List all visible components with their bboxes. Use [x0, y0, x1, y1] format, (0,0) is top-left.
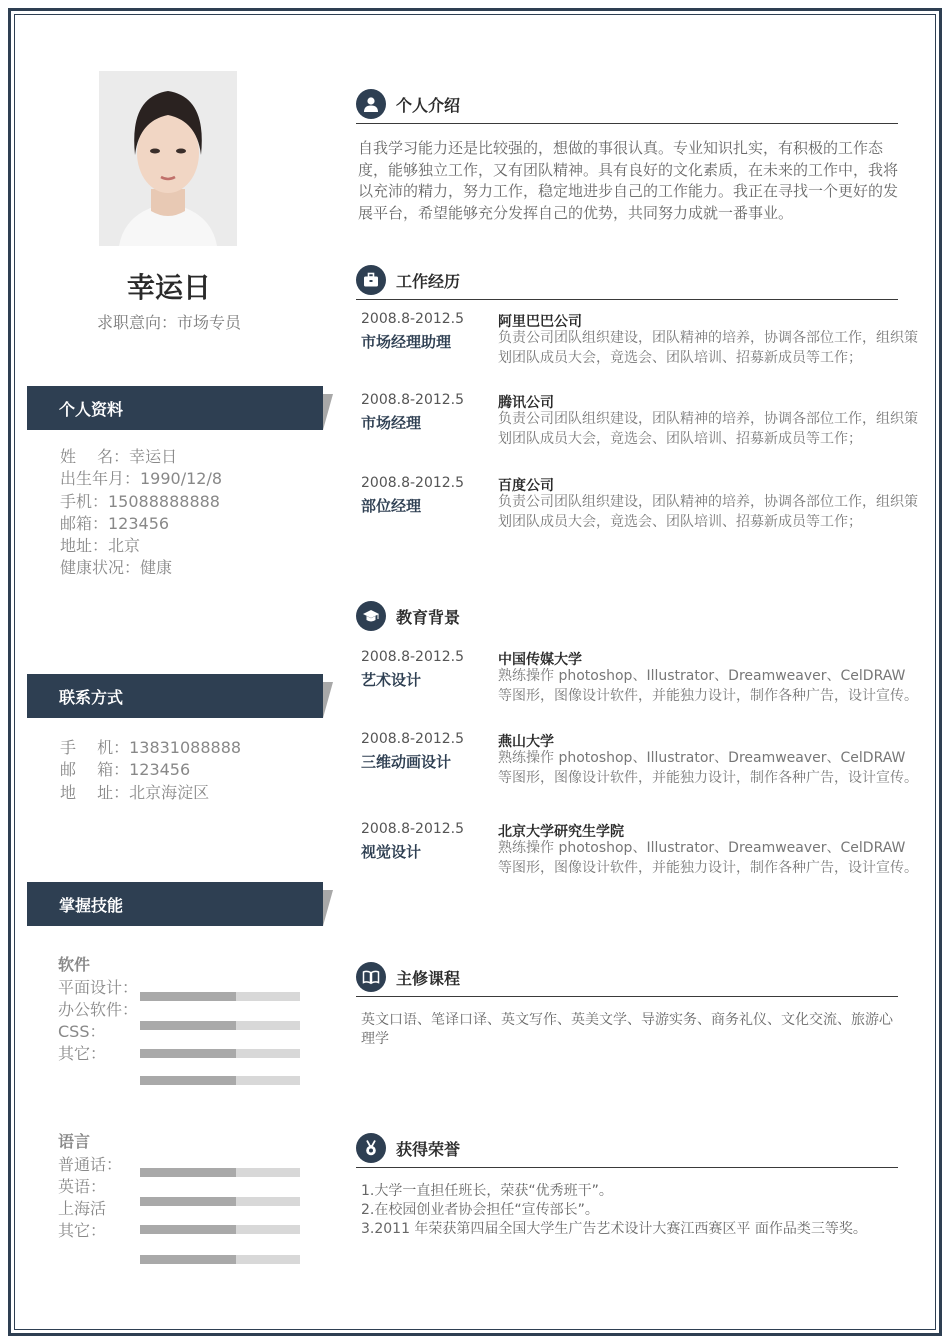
medal-icon [356, 1133, 386, 1163]
section-title-personal: 个人资料 [59, 400, 124, 419]
software-heading: 软件 [58, 955, 91, 974]
job-intent [60, 310, 278, 333]
book-icon [356, 962, 386, 992]
work-date: 2008.8-2012.5 [361, 392, 465, 408]
section-divider [356, 123, 898, 124]
work-date: 2008.8-2012.5 [361, 475, 465, 491]
section-title-contact: 联系方式 [59, 688, 124, 707]
briefcase-icon [356, 265, 386, 295]
section-title-honors: 获得荣誉 [396, 1140, 461, 1159]
language-level-bar [140, 1225, 300, 1234]
section-bar-contact [27, 674, 323, 718]
education-major: 三维动画设计 [361, 753, 452, 771]
software-label: 其它： [58, 1044, 107, 1063]
work-company: 百度公司 [498, 478, 554, 494]
honor-item: 1.大学一直担任班长，荣获“优秀班干”。 [361, 1183, 613, 1199]
profile-photo [99, 71, 237, 246]
education-school: 北京大学研究生学院 [498, 824, 624, 840]
education-major: 视觉设计 [361, 843, 422, 861]
personal-info-name: 姓 名：幸运日 [60, 447, 178, 466]
job-intent-label: 求职意向： [96, 313, 177, 332]
work-description: 负责公司团队组织建设，团队精神的培养，协调各部位工作，组织策划团队成员大会，竟选会、团队培训、招募新成员等工作； [498, 411, 918, 447]
contact-address: 地 址：北京海淀区 [60, 782, 210, 802]
education-date: 2008.8-2012.5 [361, 649, 465, 665]
skill-level-bar [140, 992, 300, 1001]
personal-info-birth: 出生年月：1990/12/8 [60, 469, 223, 489]
language-level-fill [140, 1255, 236, 1264]
contact-email: 邮 箱：123456 [60, 760, 191, 780]
work-role: 市场经理助理 [361, 333, 452, 351]
person-icon [356, 89, 386, 119]
section-header-education [356, 601, 898, 637]
skill-level-fill [140, 1076, 236, 1085]
section-title-skills: 掌握技能 [59, 896, 124, 915]
section-header-work [356, 265, 898, 301]
section-bar-personal [27, 386, 323, 430]
skill-level-bar [140, 1049, 300, 1058]
personal-info-address: 地址：北京 [60, 536, 141, 556]
software-label: 办公软件： [58, 1000, 139, 1019]
contact-info-list [60, 737, 241, 804]
section-header-intro [356, 89, 898, 125]
section-divider [356, 1167, 898, 1168]
work-company: 阿里巴巴公司 [498, 314, 582, 330]
graduation-cap-icon [356, 601, 386, 631]
job-intent-value: 市场专员 [177, 313, 242, 332]
section-title-courses: 主修课程 [396, 969, 461, 988]
honors-list [361, 1182, 906, 1239]
language-level-bar [140, 1168, 300, 1177]
courses-text: 英文口语、笔译口译、英文写作、英美文学、导游实务、商务礼仪、文化交流、旅游心理学 [361, 1012, 893, 1047]
skill-level-fill [140, 992, 236, 1001]
section-title-intro: 个人介绍 [396, 96, 461, 115]
skill-level-fill [140, 1049, 236, 1058]
section-title-education: 教育背景 [396, 608, 461, 627]
work-description: 负责公司团队组织建设，团队精神的培养，协调各部位工作，组织策划团队成员大会，竟选会、团队培训、招募新成员等工作； [498, 330, 918, 366]
education-date: 2008.8-2012.5 [361, 821, 465, 837]
section-divider [356, 299, 898, 300]
education-date: 2008.8-2012.5 [361, 731, 465, 747]
honor-item: 3.2011 年荣获第四届全国大学生广告艺术设计大赛江西赛区平 面作品类三等奖。 [361, 1221, 867, 1237]
education-description: 熟练操作 photoshop、Illustrator、Dreamweaver、CelDRAW 等图形，图像设计软件，并能独力设计，制作各种广告，设计宣传。 [498, 668, 918, 704]
education-school: 中国传媒大学 [498, 652, 582, 668]
language-label: 普通话： [58, 1155, 123, 1174]
candidate-name: 幸运日 [126, 271, 211, 304]
skill-level-bar [140, 1076, 300, 1085]
education-school: 燕山大学 [498, 734, 554, 750]
work-date: 2008.8-2012.5 [361, 311, 465, 327]
work-description: 负责公司团队组织建设，团队精神的培养，协调各部位工作，组织策划团队成员大会，竟选会、团队培训、招募新成员等工作； [498, 494, 918, 530]
skill-level-fill [140, 1021, 236, 1030]
language-level-bar [140, 1255, 300, 1264]
language-level-fill [140, 1197, 236, 1206]
education-major: 艺术设计 [361, 671, 422, 689]
language-heading: 语言 [58, 1132, 91, 1151]
contact-phone: 手 机：13831088888 [60, 738, 242, 757]
language-level-bar [140, 1197, 300, 1206]
section-header-honors [356, 1133, 898, 1169]
section-title-work: 工作经历 [396, 272, 461, 291]
skill-level-bar [140, 1021, 300, 1030]
personal-info-email: 邮箱：123456 [60, 513, 170, 533]
software-label: 平面设计： [58, 978, 139, 997]
personal-info-phone: 手机：15088888888 [60, 491, 220, 511]
personal-info-health: 健康状况：健康 [60, 558, 173, 578]
language-level-fill [140, 1225, 236, 1234]
section-header-courses [356, 962, 898, 998]
language-label: 其它： [58, 1221, 107, 1240]
education-description: 熟练操作 photoshop、Illustrator、Dreamweaver、CelDRAW 等图形，图像设计软件，并能独力设计，制作各种广告，设计宣传。 [498, 750, 918, 786]
section-bar-skills [27, 882, 323, 926]
software-label: CSS： [58, 1022, 106, 1041]
work-role: 部位经理 [361, 497, 422, 515]
language-label: 英语： [58, 1177, 107, 1196]
section-divider [356, 996, 898, 997]
work-role: 市场经理 [361, 414, 422, 432]
software-skills [58, 952, 138, 1065]
language-level-fill [140, 1168, 236, 1177]
language-skills [58, 1129, 122, 1242]
honor-item: 2.在校园创业者协会担任“宣传部长”。 [361, 1202, 599, 1218]
language-label: 上海活 [58, 1199, 107, 1218]
personal-info-list [60, 446, 222, 580]
work-company: 腾讯公司 [498, 395, 554, 411]
education-description: 熟练操作 photoshop、Illustrator、Dreamweaver、CelDRAW 等图形，图像设计软件，并能独力设计，制作各种广告，设计宣传。 [498, 840, 918, 876]
intro-text: 自我学习能力还是比较强的，想做的事很认真。专业知识扎实，有积极的工作态度，能够独立工作，又有团队精神。具有良好的文化素质，在未来的工作中，我将以充沛的精力，努力工作，稳定地进步自己的工作能力。我正在寻找一个更好的发展平台，希望能够充分发挥自己的优势，共同努力成就一番事业。 [358, 139, 899, 222]
